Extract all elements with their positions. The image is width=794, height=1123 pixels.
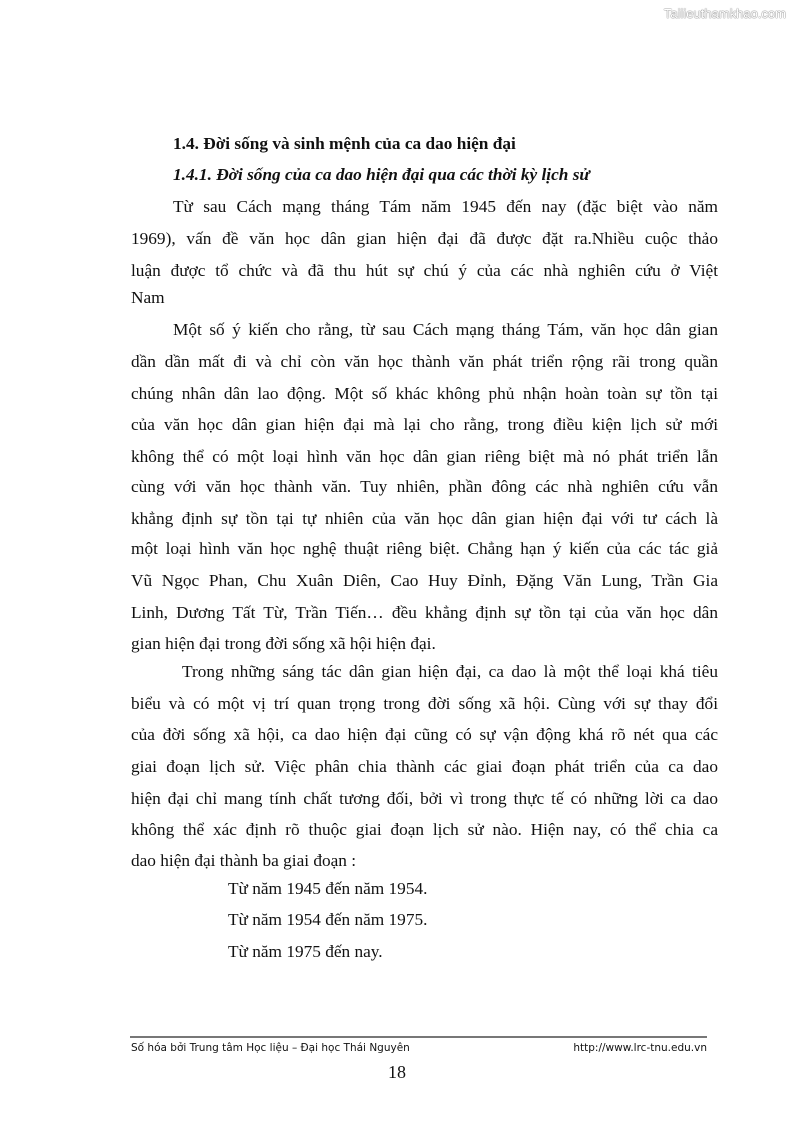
section-heading: 1.4. Đời sống và sinh mệnh của ca dao hiện đại [173,134,516,153]
text-line: Một số ý kiến cho rằng, từ sau Cách mạng tháng Tám, văn học dân gian [173,320,718,339]
page-number: 18 [388,1062,406,1082]
text-line: Linh, Dương Tất Từ, Trần Tiến… đều khẳng định sự tồn tại của văn học dân [131,603,718,622]
text-line: Từ năm 1975 đến nay. [228,942,383,961]
text-line: không thể có một loại hình văn học dân gian riêng biệt mà nó phát triển lẫn [131,447,718,466]
text-line: của văn học dân gian hiện đại mà lại cho rằng, trong điều kiện lịch sử mới [131,415,718,434]
text-line: luận được tổ chức và đã thu hút sự chú ý của các nhà nghiên cứu ở Việt [131,261,718,280]
text-line: Từ năm 1954 đến năm 1975. [228,910,428,929]
text-line: không thể xác định rõ thuộc giai đoạn lịch sử nào. Hiện nay, có thể chia ca [131,820,718,839]
text-line: Từ năm 1945 đến năm 1954. [228,879,428,898]
footer-rule [130,1036,707,1038]
text-line: Trong những sáng tác dân gian hiện đại, ca dao là một thể loại khá tiêu [182,662,718,681]
text-line: giai đoạn lịch sử. Việc phân chia thành các giai đoạn phát triển của ca dao [131,757,718,776]
text-line: dao hiện đại thành ba giai đoạn : [131,851,357,870]
text-line: biểu và có một vị trí quan trọng trong đời sống xã hội. Cùng với sự thay đổi [131,694,718,713]
footer-url[interactable]: http://www.lrc-tnu.edu.vn [573,1042,707,1054]
text-line: cùng với văn học thành văn. Tuy nhiên, phần đông các nhà nghiên cứu vẫn [131,477,718,496]
watermark: Tailieuthamkhao.com [663,6,786,21]
text-line: hiện đại chỉ mang tính chất tương đối, bởi vì trong thực tế có những lời ca dao [131,789,718,808]
text-line: khẳng định sự tồn tại tự nhiên của văn học dân gian hiện đại với tư cách là [131,509,718,528]
subsection-heading: 1.4.1. Đời sống của ca dao hiện đại qua các thời kỳ lịch sử [173,165,590,184]
footer-source: Số hóa bởi Trung tâm Học liệu – Đại học Thái Nguyên [131,1042,410,1054]
text-line: một loại hình văn học nghệ thuật riêng biệt. Chẳng hạn ý kiến của các tác giả [131,539,718,558]
text-line: Nam [131,288,165,307]
text-line: Từ sau Cách mạng tháng Tám năm 1945 đến nay (đặc biệt vào năm [173,197,718,216]
text-line: dần dần mất đi và chỉ còn văn học thành văn phát triển rộng rãi trong quần [131,352,718,371]
text-line: gian hiện đại trong đời sống xã hội hiện đại. [131,634,436,653]
text-line: Vũ Ngọc Phan, Chu Xuân Diên, Cao Huy Đỉnh, Đặng Văn Lung, Trần Gia [131,571,718,590]
text-line: của đời sống xã hội, ca dao hiện đại cũng có sự vận động khá rõ nét qua các [131,725,718,744]
text-line: 1969), vấn đề văn học dân gian hiện đại đã được đặt ra.Nhiều cuộc thảo [131,229,718,248]
text-line: chúng nhân dân lao động. Một số khác không phủ nhận hoàn toàn sự tồn tại [131,384,718,403]
